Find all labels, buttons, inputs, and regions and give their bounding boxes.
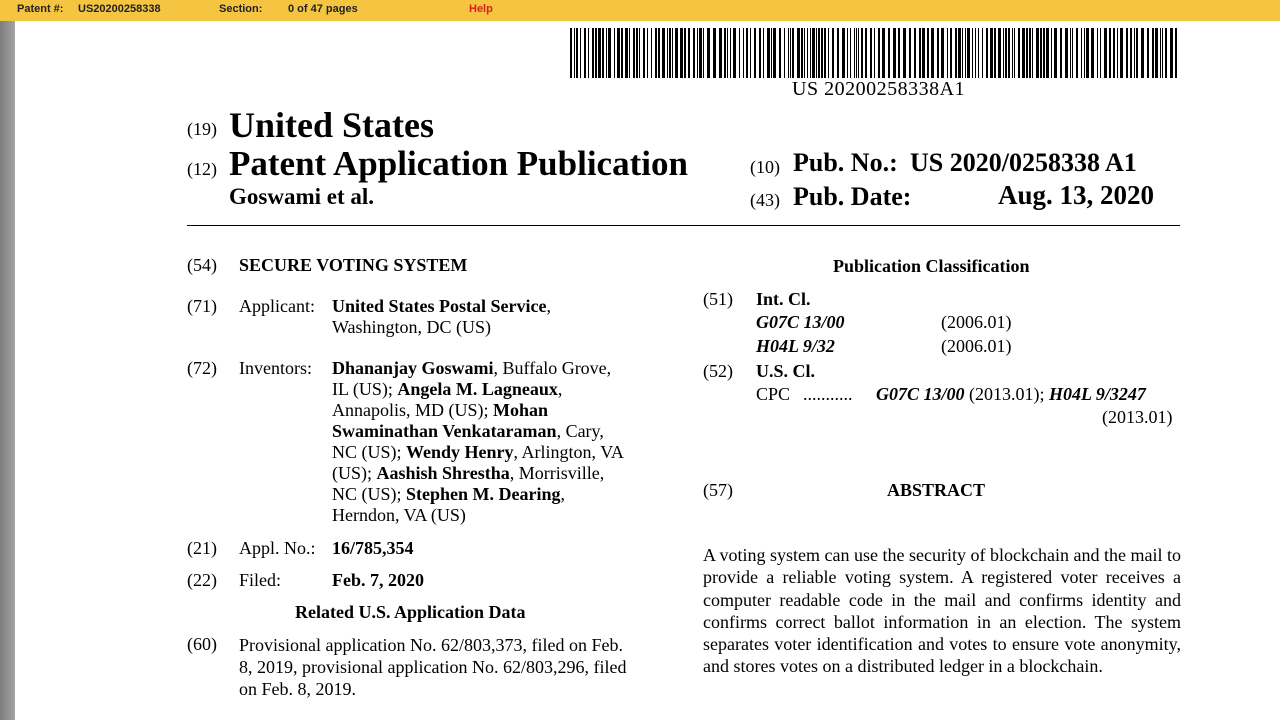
inventor-location: (US);	[332, 463, 377, 483]
barcode-bar	[602, 28, 604, 78]
barcode-bar	[1130, 28, 1132, 78]
int-cl-label: Int. Cl.	[756, 289, 811, 309]
barcode-bar	[699, 28, 702, 78]
barcode-bar	[816, 28, 817, 78]
barcode-bar	[858, 28, 859, 78]
barcode-bar	[972, 28, 973, 78]
barcode-bar	[828, 28, 829, 78]
barcode-bar	[1032, 28, 1033, 78]
pub-date-label: Pub. Date:	[793, 182, 912, 211]
barcode-bar	[1036, 28, 1039, 78]
barcode-bar	[807, 28, 808, 78]
abstract-heading: ABSTRACT	[887, 480, 986, 500]
country-title: United States	[229, 105, 434, 145]
int-cl-version: (2006.01)	[941, 336, 1012, 356]
barcode-bar	[978, 28, 979, 78]
barcode-bar	[1134, 28, 1135, 78]
barcode-bar	[818, 28, 820, 78]
classification-heading: Publication Classification	[833, 256, 1030, 276]
barcode-bar	[629, 28, 630, 78]
barcode-bar	[1162, 28, 1163, 78]
barcode-bar	[779, 28, 781, 78]
barcode-bar	[767, 28, 770, 78]
cpc-version: (2013.01);	[969, 384, 1045, 404]
barcode-bar	[595, 28, 597, 78]
barcode-bar	[865, 28, 867, 78]
barcode-bar	[1005, 28, 1007, 78]
barcode-bar	[621, 28, 623, 78]
barcode-bar	[1136, 28, 1138, 78]
barcode-bar	[1147, 28, 1149, 78]
inventor-line	[332, 379, 672, 400]
cpc-classes	[876, 384, 1146, 405]
inventor-name: Wendy Henry	[406, 442, 514, 462]
barcode-bar	[576, 28, 578, 78]
cpc-dots: ...........	[803, 384, 853, 404]
provisional-line: 8, 2019, provisional application No. 62/803,296, filed	[239, 657, 627, 677]
barcode-bar	[773, 28, 776, 78]
provisional-line: Provisional application No. 62/803,373, filed on Feb.	[239, 635, 623, 655]
code-19: (19)	[187, 119, 217, 139]
int-cl-class: G07C 13/00	[756, 312, 845, 332]
barcode-bar	[850, 28, 851, 78]
barcode-bar	[1084, 28, 1085, 78]
barcode-bar	[812, 28, 815, 78]
code-60: (60)	[187, 634, 217, 654]
barcode-bar	[790, 28, 791, 78]
document-type: Patent Application Publication	[229, 144, 688, 183]
inventor-location: Annapolis, MD (US);	[332, 400, 493, 420]
inventor-location: ,	[560, 484, 566, 504]
barcode-bar	[1008, 28, 1010, 78]
inventor-name: Aashish Shrestha	[376, 463, 510, 483]
barcode-bar	[688, 28, 690, 78]
inventor-line	[332, 442, 672, 463]
inventor-line	[332, 463, 672, 484]
inventors-label: Inventors:	[239, 358, 312, 378]
barcode-bar	[1170, 28, 1173, 78]
barcode-bar	[746, 28, 748, 78]
barcode-bar	[662, 28, 665, 78]
cpc-class: H04L 9/3247	[1049, 384, 1146, 404]
barcode-bar	[1155, 28, 1158, 78]
barcode-bar	[832, 28, 834, 78]
inventor-location: NC (US);	[332, 442, 407, 462]
barcode-bar	[1175, 28, 1177, 78]
barcode-bar	[651, 28, 652, 78]
barcode-bar	[727, 28, 728, 78]
barcode-bar	[893, 28, 896, 78]
barcode-bar	[639, 28, 640, 78]
patent-number-label: Patent #:	[17, 3, 64, 15]
barcode-bar	[870, 28, 872, 78]
provisional-text	[239, 634, 679, 700]
barcode-bar	[1165, 28, 1167, 78]
toolbar	[0, 0, 1280, 21]
inventor-name: Mohan	[493, 400, 549, 420]
barcode-bar	[588, 28, 589, 78]
barcode-bar	[941, 28, 944, 78]
barcode-bar	[643, 28, 645, 78]
applicant-punct: ,	[546, 296, 551, 316]
barcode-bar	[797, 28, 800, 78]
barcode-number: US 20200258338A1	[792, 78, 966, 100]
inventors-list	[332, 358, 672, 526]
barcode-bar	[1054, 28, 1057, 78]
applicant-label: Applicant:	[239, 296, 315, 316]
header-divider	[187, 225, 1180, 226]
code-10: (10)	[750, 157, 780, 177]
barcode-bar	[909, 28, 911, 78]
barcode-bar	[625, 28, 628, 78]
barcode-bar	[675, 28, 678, 78]
barcode-bar	[1043, 28, 1045, 78]
inventor-name: Angela M. Lagneaux	[397, 379, 558, 399]
barcode-bar	[962, 28, 963, 78]
barcode-bar	[606, 28, 607, 78]
barcode-bar	[821, 28, 823, 78]
barcode-bar	[608, 28, 611, 78]
barcode-bar	[998, 28, 1001, 78]
barcode-bar	[824, 28, 826, 78]
inventor-line	[332, 484, 672, 505]
barcode-bar	[861, 28, 863, 78]
section-value: 0 of 47 pages	[288, 3, 358, 15]
appl-no-value: 16/785,354	[332, 538, 414, 558]
inventor-name: Dhananjay Goswami	[332, 358, 494, 378]
filed-value: Feb. 7, 2020	[332, 570, 424, 590]
barcode-bar	[958, 28, 961, 78]
inventor-location: NC (US);	[332, 484, 407, 504]
barcode-bar	[680, 28, 683, 78]
barcode-bar	[1026, 28, 1028, 78]
inventor-line	[332, 400, 672, 421]
viewer-left-edge	[0, 21, 15, 720]
inventor-location: , Buffalo Grove,	[493, 358, 612, 378]
barcode-bar	[950, 28, 952, 78]
barcode-bar	[592, 28, 594, 78]
barcode-bar	[903, 28, 906, 78]
applicant-line1	[332, 296, 551, 317]
barcode-bar	[697, 28, 698, 78]
pub-number: US 2020/0258338 A1	[910, 148, 1137, 177]
inventor-short: Goswami et al.	[229, 184, 375, 209]
barcode-bar	[922, 28, 925, 78]
cpc-class: G07C 13/00	[876, 384, 965, 404]
barcode-bar	[1109, 28, 1111, 78]
barcode-bar	[842, 28, 845, 78]
barcode-bar	[967, 28, 970, 78]
barcode-bar	[847, 28, 848, 78]
barcode-bar	[1060, 28, 1062, 78]
barcode-bar	[713, 28, 716, 78]
barcode-bar	[750, 28, 751, 78]
code-21: (21)	[187, 538, 217, 558]
barcode-bar	[1097, 28, 1098, 78]
code-52: (52)	[703, 361, 733, 381]
barcode-bar	[874, 28, 875, 78]
barcode-bar	[724, 28, 726, 78]
patent-number-value: US20200258338	[78, 3, 161, 15]
barcode-bar	[1070, 28, 1071, 78]
code-57: (57)	[703, 480, 733, 500]
barcode-bar	[617, 28, 620, 78]
barcode-bar	[771, 28, 772, 78]
barcode-bar	[739, 28, 740, 78]
barcode-image	[570, 28, 1180, 78]
invention-title: SECURE VOTING SYSTEM	[239, 255, 468, 275]
barcode-bar	[584, 28, 586, 78]
barcode-bar	[707, 28, 710, 78]
pub-date: Aug. 13, 2020	[998, 180, 1155, 210]
barcode-bar	[1160, 28, 1161, 78]
barcode-bar	[784, 28, 785, 78]
barcode-bar	[1046, 28, 1049, 78]
barcode-bar	[733, 28, 736, 78]
barcode-bar	[703, 28, 704, 78]
barcode-bar	[1081, 28, 1082, 78]
us-cl-label: U.S. Cl.	[756, 361, 816, 381]
barcode-bar	[837, 28, 839, 78]
barcode-bar	[937, 28, 939, 78]
barcode-bar	[788, 28, 789, 78]
barcode-bar	[636, 28, 638, 78]
barcode-bar	[743, 28, 744, 78]
barcode-bar	[955, 28, 957, 78]
barcode-bar	[1091, 28, 1094, 78]
help-link[interactable]: Help	[469, 3, 493, 15]
code-54: (54)	[187, 255, 217, 275]
barcode-bar	[804, 28, 805, 78]
appl-no-label: Appl. No.:	[239, 538, 316, 558]
int-cl-class: H04L 9/32	[756, 336, 835, 356]
barcode-bar	[1086, 28, 1089, 78]
barcode-bar	[730, 28, 731, 78]
barcode-bar	[882, 28, 885, 78]
int-cl-version: (2006.01)	[941, 312, 1012, 332]
barcode-bar	[1100, 28, 1101, 78]
barcode-bar	[1072, 28, 1073, 78]
code-12: (12)	[187, 159, 217, 179]
inventor-location: IL (US);	[332, 379, 398, 399]
barcode-bar	[856, 28, 857, 78]
barcode-bar	[994, 28, 996, 78]
barcode-bar	[754, 28, 756, 78]
barcode-bar	[658, 28, 660, 78]
provisional-line: on Feb. 8, 2019.	[239, 679, 356, 699]
barcode-bar	[1117, 28, 1118, 78]
barcode-bar	[1152, 28, 1154, 78]
inventor-name: Stephen M. Dearing	[406, 484, 561, 504]
code-72: (72)	[187, 358, 217, 378]
barcode-bar	[1040, 28, 1042, 78]
inventor-location: , Morrisville,	[509, 463, 605, 483]
pub-number-label: Pub. No.:	[793, 148, 898, 177]
inventor-location: Herndon, VA (US)	[332, 505, 466, 525]
barcode-bar	[669, 28, 671, 78]
barcode-bar	[1022, 28, 1025, 78]
inventor-line	[332, 358, 672, 379]
related-data-heading: Related U.S. Application Data	[295, 602, 526, 622]
abstract-text: A voting system can use the security of blockchain and the mail to provide a reliable voting system. A registered voter receives a computer readable code in the mail and confirms identity and confirms correct ballot information in an election. The system separates voter identification and votes to ensure vote anonymity, and stores votes on a distributed ledger in a blockchain.	[703, 545, 1181, 677]
barcode-bar	[927, 28, 929, 78]
barcode-bar	[693, 28, 695, 78]
barcode-bar	[982, 28, 983, 78]
applicant-location: Washington, DC (US)	[332, 317, 492, 337]
filed-label: Filed:	[239, 570, 282, 590]
cpc-label: CPC	[756, 384, 791, 404]
barcode-bar	[580, 28, 581, 78]
barcode-bar	[990, 28, 993, 78]
code-71: (71)	[187, 296, 217, 316]
applicant-name: United States Postal Service	[332, 296, 547, 316]
barcode-bar	[975, 28, 976, 78]
barcode-bar	[655, 28, 657, 78]
barcode-bar	[854, 28, 855, 78]
barcode-bar	[1126, 28, 1128, 78]
barcode-bar	[598, 28, 601, 78]
barcode-bar	[947, 28, 948, 78]
code-51: (51)	[703, 289, 733, 309]
barcode-bar	[986, 28, 988, 78]
inventor-location: ,	[557, 379, 563, 399]
barcode-bar	[1014, 28, 1015, 78]
section-label: Section:	[219, 3, 263, 15]
barcode-bar	[810, 28, 811, 78]
barcode-bar	[614, 28, 615, 78]
barcode-bar	[898, 28, 900, 78]
barcode-bar	[1076, 28, 1078, 78]
barcode-bar	[965, 28, 966, 78]
barcode-bar	[1029, 28, 1031, 78]
barcode-bar	[570, 28, 572, 78]
barcode-bar	[647, 28, 648, 78]
inventor-name: Swaminathan Venkataraman	[332, 421, 557, 441]
patent-page	[15, 21, 1280, 720]
barcode-bar	[792, 28, 794, 78]
inventor-location: , Arlington, VA	[513, 442, 624, 462]
barcode-bar	[1051, 28, 1052, 78]
barcode-bar	[919, 28, 921, 78]
inventor-line	[332, 421, 672, 442]
barcode-bar	[1012, 28, 1013, 78]
barcode-bar	[801, 28, 803, 78]
barcode-bar	[667, 28, 668, 78]
barcode-bar	[763, 28, 764, 78]
barcode-bar	[888, 28, 890, 78]
barcode-bar	[1104, 28, 1107, 78]
barcode-bar	[931, 28, 934, 78]
barcode-bar	[1018, 28, 1020, 78]
barcode-bar	[1065, 28, 1068, 78]
barcode-bar	[574, 28, 575, 78]
cpc-version: (2013.01)	[1102, 407, 1173, 427]
code-22: (22)	[187, 570, 217, 590]
barcode-bar	[1141, 28, 1144, 78]
code-43: (43)	[750, 190, 780, 210]
inventor-line	[332, 505, 672, 526]
barcode-bar	[1113, 28, 1115, 78]
barcode-bar	[1003, 28, 1004, 78]
barcode-bar	[684, 28, 686, 78]
barcode-bar	[633, 28, 635, 78]
inventor-location: , Cary,	[556, 421, 604, 441]
barcode-bar	[1120, 28, 1123, 78]
barcode-bar	[914, 28, 916, 78]
barcode-bar	[759, 28, 761, 78]
barcode-bar	[719, 28, 722, 78]
barcode-bar	[878, 28, 880, 78]
barcode-bar	[672, 28, 673, 78]
